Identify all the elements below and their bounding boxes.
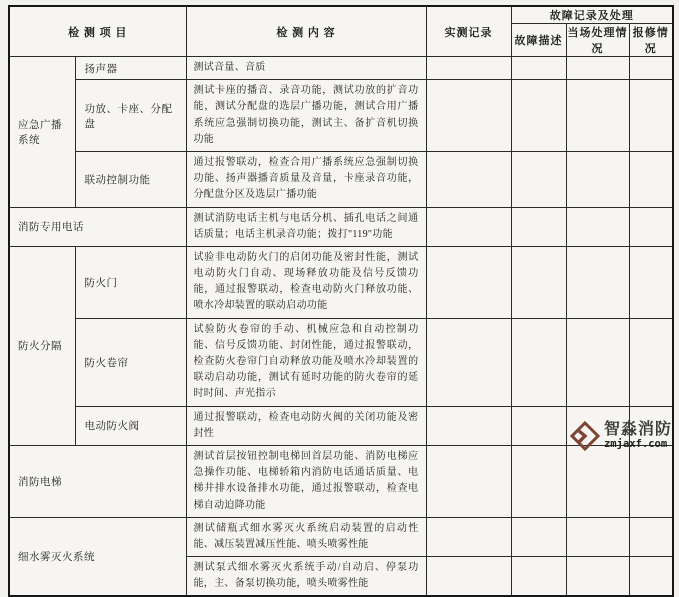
record-cell: [426, 246, 511, 318]
record-cell: [426, 406, 511, 445]
section-label-fire-telephone: 消防专用电话: [9, 207, 186, 246]
header-fault-record-group: 故障记录及处理: [511, 6, 673, 24]
content-cell: 测试音量、音质: [186, 57, 426, 80]
repair-cell: [629, 517, 673, 556]
content-cell: 测试首层按钮控制电梯回首层功能、消防电梯应急操作功能、电梯轿箱内消防电话通话质量、电梯井排水设备排水功能，通过报警联动，检查电梯自动迫降功能: [186, 445, 426, 517]
content-cell: 测试消防电话主机与电话分机、插孔电话之间通话质量；电话主机录音功能；拨打"119"功能: [186, 207, 426, 246]
inspection-table: [8, 5, 674, 597]
record-cell: [426, 517, 511, 556]
company-watermark: [566, 419, 676, 453]
fault-desc-cell: [511, 151, 566, 207]
record-cell: [426, 57, 511, 80]
header-fault-description: 故障描述: [511, 24, 566, 57]
repair-cell: [629, 318, 673, 406]
section-label-fire-elevator: 消防电梯: [9, 445, 186, 517]
repair-cell: [629, 207, 673, 246]
onsite-cell: [566, 445, 629, 517]
fault-desc-cell: [511, 207, 566, 246]
watermark-text: [604, 422, 672, 450]
item-label-motorized-fire-damper: 电动防火阀: [75, 406, 186, 445]
content-cell: 通过报警联动，检查电动防火阀的关闭功能及密封性: [186, 406, 426, 445]
repair-cell: [629, 557, 673, 597]
content-cell: 测试储瓶式细水雾灭火系统启动装置的启动性能、减压装置减压性能、喷头喷雾性能: [186, 517, 426, 556]
fault-desc-cell: [511, 445, 566, 517]
fault-desc-cell: [511, 80, 566, 152]
item-label-fire-shutter: 防火卷帘: [75, 318, 186, 406]
section-label-water-mist-system: 细水雾灭火系统: [9, 517, 186, 596]
table-row: [9, 80, 673, 152]
repair-cell: [629, 445, 673, 517]
onsite-cell: [566, 207, 629, 246]
table-row: [9, 207, 673, 246]
item-label-linkage-control: 联动控制功能: [75, 151, 186, 207]
header-repair-status: 报修情况: [629, 24, 673, 57]
record-cell: [426, 151, 511, 207]
content-cell: 试验非电动防火门的启闭功能及密封性能，测试电动防火门自动、现场释放功能及信号反馈功能，通过报警联动，检查电动防火门释放功能、喷水冷却装置的联动启动功能: [186, 246, 426, 318]
header-onsite-handling: 当场处理情况: [566, 24, 629, 57]
fault-desc-cell: [511, 246, 566, 318]
content-cell: 试验防火卷帘的手动、机械应急和自动控制功能、信号反馈功能、封闭性能，通过报警联动，检查防火卷帘门自动释放功能及喷水冷却装置的联动启动功能，测试有延时功能的防火卷帘的延时时间、声光指示: [186, 318, 426, 406]
onsite-cell: [566, 80, 629, 152]
table-row: [9, 57, 673, 80]
content-cell: 通过报警联动，检查合用广播系统应急强制切换功能、扬声器播音质量及音量，卡座录音功能，分配盘分区及选层广播功能: [186, 151, 426, 207]
section-label-fire-separation: 防火分隔: [9, 246, 75, 445]
repair-cell: [629, 246, 673, 318]
item-label-fire-door: 防火门: [75, 246, 186, 318]
record-cell: [426, 557, 511, 597]
company-name: 智淼消防: [603, 421, 672, 439]
table-row: [9, 151, 673, 207]
header-measured-record: 实测记录: [426, 6, 511, 57]
onsite-cell: [566, 557, 629, 597]
fault-desc-cell: [511, 406, 566, 445]
item-label-amplifier-deck-distributor: 功放、卡座、分配盘: [75, 80, 186, 152]
content-cell: 测试卡座的播音、录音功能，测试功放的扩音功能，测试分配盘的选层广播功能，测试合用广播系统应急强制切换功能，测试主、备扩音机切换功能: [186, 80, 426, 152]
repair-cell: [629, 151, 673, 207]
onsite-cell: [566, 517, 629, 556]
header-inspection-content: 检 测 内 容: [186, 6, 426, 57]
record-cell: [426, 318, 511, 406]
fault-desc-cell: [511, 517, 566, 556]
repair-cell: [629, 80, 673, 152]
table-row: [9, 318, 673, 406]
record-cell: [426, 207, 511, 246]
item-label-speaker: 扬声器: [75, 57, 186, 80]
fault-desc-cell: [511, 318, 566, 406]
company-domain: zmjaxf.com: [603, 437, 668, 450]
onsite-cell: [566, 57, 629, 80]
table-row: [9, 517, 673, 556]
fault-desc-cell: [511, 57, 566, 80]
onsite-cell: [566, 151, 629, 207]
section-label-emergency-broadcast: 应急广播系统: [9, 57, 75, 208]
onsite-cell: [566, 246, 629, 318]
fault-desc-cell: [511, 557, 566, 597]
table-row: [9, 246, 673, 318]
onsite-cell: [566, 318, 629, 406]
zhimiao-logo-icon: [570, 421, 600, 451]
table-row: [9, 445, 673, 517]
repair-cell: [629, 57, 673, 80]
content-cell: 测试泵式细水雾灭火系统手动/自动启、停泵功能，主、备泵切换功能，喷头喷雾性能: [186, 557, 426, 597]
header-inspection-item: 检 测 项 目: [9, 6, 186, 57]
record-cell: [426, 445, 511, 517]
record-cell: [426, 80, 511, 152]
